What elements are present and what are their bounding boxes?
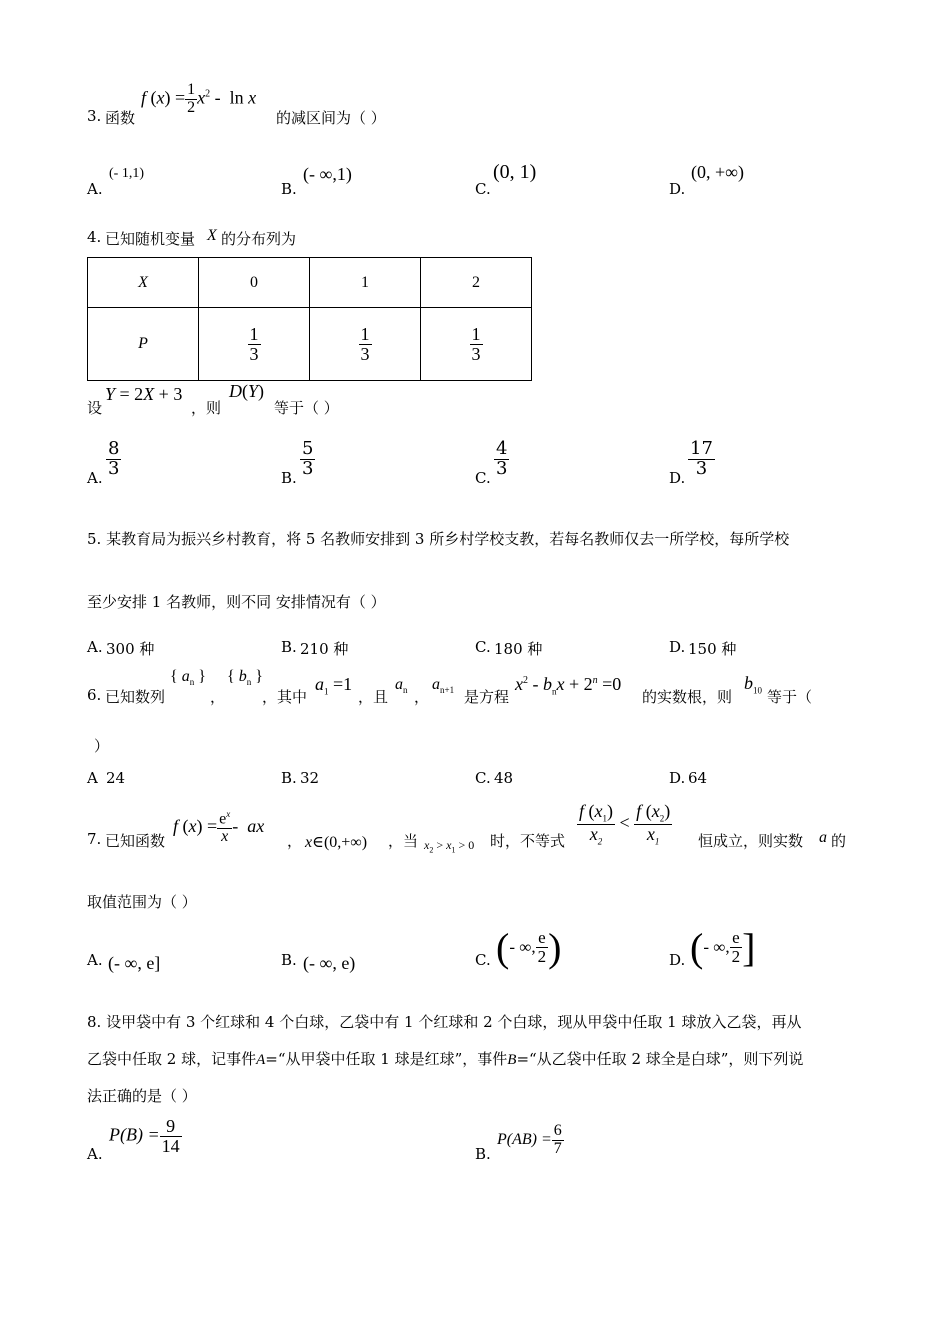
q6-text-7: 的实数根，则 (642, 688, 733, 706)
q3-option-c-value: (0, 1) (493, 161, 537, 183)
table-row (88, 258, 532, 308)
q8-line2 (87, 1048, 803, 1069)
q7-function-formula: f (x) = $\frac{e^x}{x}$ - ax (173, 809, 265, 846)
fraction-numerator: 1 (249, 323, 259, 344)
q7-option-a-value: (- ∞, e] (108, 953, 161, 973)
q6-text-4: ，且 (358, 688, 389, 706)
q7-option-c-value: (- ∞, $\frac{e}{2}$ ) (496, 925, 562, 970)
q6-option-c-value: 48 (494, 769, 514, 787)
q8-option-b-formula (497, 1123, 564, 1158)
q6-text-6: 是方程 (464, 688, 510, 706)
fraction-denominator: 3 (360, 343, 370, 364)
q7-option-d-label: D. (669, 951, 686, 969)
q3-option-c-label: C. (475, 180, 491, 198)
q7-inequality: $\frac{f (x_1)}{x_2}$ < $\frac{f (x_2)}{x_1}$ (579, 801, 671, 847)
q3-option-a-label: A. (87, 180, 103, 198)
q6-number: 6. (87, 686, 102, 704)
q4-number: 4. (87, 228, 102, 246)
q6-option-c-label: C. (475, 769, 491, 787)
q7-variable-a: a (819, 829, 827, 846)
q3-option-a-value: (- 1,1) (109, 166, 144, 181)
q4-option-d-label: D. (669, 469, 686, 487)
q3-number: 3. (87, 107, 102, 125)
q4-option-c-fraction (494, 440, 509, 479)
q8-line3: 法正确的是（ ） (87, 1087, 197, 1105)
q8-line2-part-b: =“从甲袋中任取 1 球是红球”，事件 (265, 1050, 508, 1068)
q4-option-c-label: C. (475, 469, 491, 487)
q7-text-4: 时，不等式 (490, 832, 566, 850)
table-cell (421, 308, 532, 381)
q6-text-2: ， (210, 688, 226, 706)
q6-option-b-value: 32 (300, 769, 320, 787)
q8-option-a-label: A. (87, 1145, 103, 1163)
fraction-denominator: 7 (553, 1139, 562, 1157)
q5-option-d-value: 150 种 (688, 640, 737, 658)
q7-text-6: 的 (831, 832, 847, 850)
q4-option-b-fraction (300, 440, 315, 479)
fraction-denominator: 3 (695, 457, 708, 479)
q6-term-an1: $a_{n+1}$ (432, 676, 455, 696)
q6-line2: ） (94, 737, 110, 755)
q4-line2-mid: ，则 (191, 399, 222, 417)
q4-line2-prefix: 设 (87, 399, 103, 417)
table-cell: 0 (199, 258, 310, 308)
q7-option-c-label: C. (475, 951, 491, 969)
q7-option-b-label: B. (281, 951, 297, 969)
q4-option-a-fraction (106, 440, 121, 479)
q7-text-5: 恒成立，则实数 (698, 832, 804, 850)
q5-option-a-value: 300 种 (106, 640, 155, 658)
fraction-numerator: 1 (360, 323, 370, 344)
q7-domain: x∈(0,+∞) (305, 834, 368, 851)
fraction-numerator: 9 (160, 1117, 182, 1137)
q6-option-a-label: A (87, 769, 98, 787)
fraction-denominator: 3 (302, 457, 314, 479)
q8-line2-part-c: =“从乙袋中任取 2 球全是白球”，则下列说 (516, 1050, 804, 1068)
q7-option-d-value: (- ∞, $\frac{e}{2}$ ] (690, 925, 756, 970)
q4-option-d-fraction (688, 440, 715, 479)
q6-text-1: 已知数列 (105, 688, 166, 706)
fraction-numerator: 6 (553, 1122, 562, 1139)
table-row (88, 308, 532, 381)
q4-variance-formula: D(Y) (229, 381, 265, 401)
q3-function-formula: f (x) = $\frac{1}{2}$ $x^2$ - ln x (141, 81, 257, 116)
q6-option-d-label: D. (669, 769, 686, 787)
fraction-numerator: 1 (471, 323, 481, 344)
q5-line2: 至少安排 1 名教师，则不同 安排情况有（ ） (87, 593, 386, 611)
q5-option-c-value: 180 种 (494, 640, 543, 658)
q7-option-b-value: (- ∞, e) (303, 953, 356, 973)
q7-text-1: 已知函数 (105, 832, 166, 850)
fraction-numerator: 17 (690, 438, 713, 459)
q3-option-d-label: D. (669, 180, 686, 198)
fraction-denominator: 3 (249, 343, 259, 364)
q6-sequence-a: { $a_n$ } (170, 668, 206, 688)
q7-number: 7. (87, 830, 102, 848)
q7-line2: 取值范围为（ ） (87, 893, 197, 911)
table-cell: 1 (310, 258, 421, 308)
q3-option-b-label: B. (281, 180, 297, 198)
q5-option-d-label: D. (669, 638, 686, 656)
q8-option-a-lhs: P(B) = (109, 1124, 160, 1145)
q8-line1: 8. 设甲袋中有 3 个红球和 4 个白球，乙袋中有 1 个红球和 2 个白球，现从甲袋中任取 1 球放入乙袋，再从 (87, 1013, 802, 1031)
table-cell (199, 308, 310, 381)
fraction-numerator: 5 (302, 438, 314, 459)
q3-option-d-value: (0, +∞) (691, 162, 744, 182)
q3-suffix: 的减区间为（ ） (276, 109, 386, 127)
table-cell-header-x: X (88, 258, 199, 308)
q5-option-a-label: A. (87, 638, 103, 656)
q8-option-a-formula (109, 1117, 182, 1156)
fraction-denominator: 3 (108, 457, 120, 479)
table-cell: 2 (421, 258, 532, 308)
q6-option-d-value: 64 (688, 769, 708, 787)
fraction-denominator: 3 (496, 457, 508, 479)
q3-prefix: 函数 (105, 109, 136, 127)
q6-term-an: $a_n$ (395, 676, 408, 696)
q5-option-b-label: B. (281, 638, 297, 656)
q6-text-8: 等于（ (767, 688, 813, 706)
q8-option-b-lhs: P(AB) = (497, 1130, 552, 1148)
q6-sequence-b: { $b_n$ } (227, 668, 263, 688)
q4-line2-suffix: 等于（ ） (274, 399, 339, 417)
q4-prefix: 已知随机变量 (105, 230, 196, 248)
fraction-denominator: 14 (161, 1135, 180, 1156)
q4-suffix: 的分布列为 (221, 230, 297, 248)
q6-target-b10: $b_{10}$ (744, 673, 762, 696)
q5-option-c-label: C. (475, 638, 491, 656)
q8-line2-part-a: 乙袋中任取 2 球，记事件 (87, 1050, 257, 1068)
q6-equation: $x^2 - b_nx + 2^n =0$ (515, 674, 622, 697)
fraction-numerator: 8 (108, 438, 120, 459)
q3-option-b-value: (- ∞,1) (303, 164, 352, 184)
q8-event-b: B (507, 1052, 517, 1068)
fraction-numerator: 4 (496, 438, 508, 459)
q8-option-b-label: B. (475, 1145, 491, 1163)
q5-line1: 5. 某教育局为振兴乡村教育，将 5 名教师安排到 3 所乡村学校支教，若每名教师仅去一所学校，每所学校 (87, 530, 790, 548)
q6-text-3: ，其中 (262, 688, 308, 706)
q6-text-5: ， (414, 688, 430, 706)
q4-option-b-label: B. (281, 469, 297, 487)
table-cell (310, 308, 421, 381)
q4-variable: X (207, 227, 217, 244)
table-cell-header-p: P (88, 308, 199, 381)
q5-option-b-value: 210 种 (300, 640, 349, 658)
q6-initial-condition: $a_1 =1$ (315, 674, 353, 697)
q4-transform-formula: Y = 2X + 3 (105, 384, 183, 404)
distribution-table (87, 257, 532, 381)
q7-condition: $x_2 > x_1 > 0$ (424, 838, 475, 855)
q7-option-a-label: A. (87, 951, 103, 969)
fraction-denominator: 3 (471, 343, 481, 364)
q8-event-a: A (256, 1052, 266, 1068)
q7-text-3: ，当 (388, 832, 419, 850)
q6-option-a-value: 24 (106, 769, 126, 787)
q7-text-2: ， (287, 832, 303, 850)
q4-option-a-label: A. (87, 469, 103, 487)
q6-option-b-label: B. (281, 769, 297, 787)
